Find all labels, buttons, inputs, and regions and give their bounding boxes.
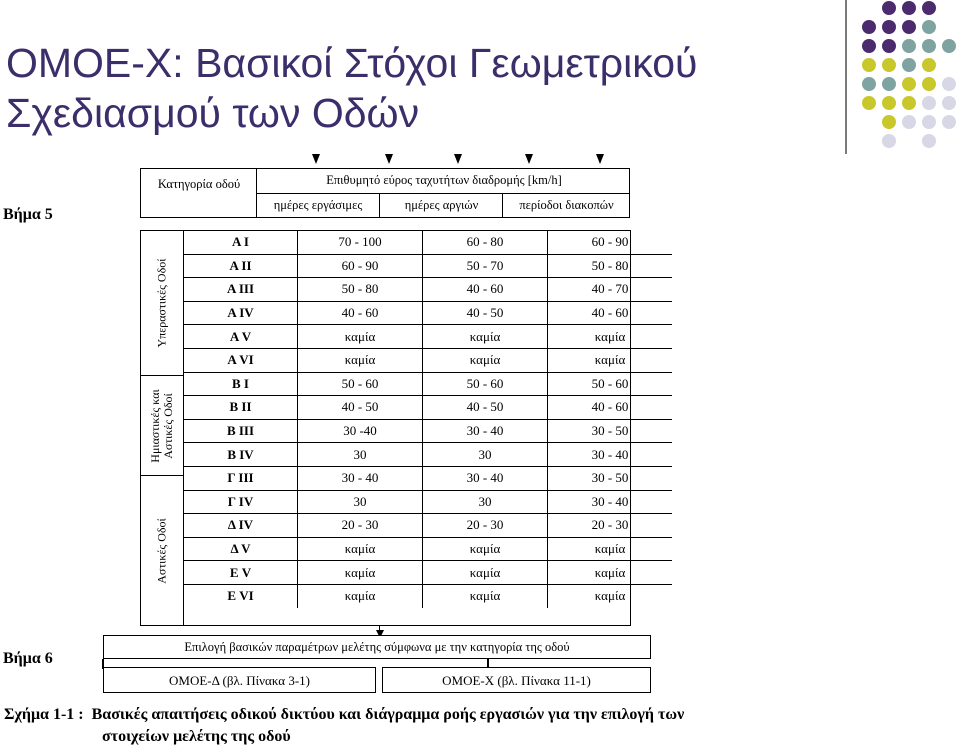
decorative-dot: [882, 1, 896, 15]
header-col-holidays: ημέρες αργιών: [404, 198, 479, 212]
decorative-dot: [902, 58, 916, 72]
decorative-dot: [922, 77, 936, 91]
down-arrow-icon: [385, 154, 393, 164]
figure-caption: [4, 704, 684, 748]
decorative-dot: [882, 20, 896, 34]
slide-title-line-2: Σχεδιασμού των Οδών: [6, 90, 420, 136]
code: Α ΙΙ: [184, 254, 298, 278]
cell-workdays: καμία: [298, 348, 423, 372]
cell-workdays: 30: [298, 490, 423, 514]
decorative-dot: [862, 58, 876, 72]
table-row: [184, 301, 672, 325]
step-6-label: Βήμα 6: [3, 650, 53, 667]
code: Β Ι: [184, 372, 298, 396]
group-label: Ημιαστικές και Αστικές Οδοί: [147, 388, 175, 463]
table-row: [184, 396, 672, 420]
cell-holidays: 40 - 50: [423, 301, 548, 325]
decorative-dot: [862, 20, 876, 34]
cell-vacations: 40 - 60: [548, 396, 673, 420]
caption-line-1: Βασικές απαιτήσεις οδικού δικτύου και διάγραμμα ροής εργασιών για την επιλογή των: [91, 706, 685, 723]
omoe-d-box: [103, 667, 376, 693]
group-urban: [140, 476, 184, 626]
cell-holidays: 60 - 80: [423, 231, 548, 254]
cell-vacations: 50 - 80: [548, 254, 673, 278]
cell-vacations: καμία: [548, 348, 673, 372]
decorative-dot: [862, 96, 876, 110]
cell-workdays: 40 - 60: [298, 301, 423, 325]
header-col-vacations: περίοδοι διακοπών: [519, 198, 614, 212]
decorative-dot: [922, 39, 936, 53]
code: Α V: [184, 325, 298, 349]
cell-holidays: 30 - 40: [423, 466, 548, 490]
group-label: Υπεραστικές Οδοί: [154, 258, 168, 348]
decorative-dot: [922, 134, 936, 148]
decorative-dot: [902, 77, 916, 91]
decorative-dot: [942, 77, 956, 91]
cell-holidays: 20 - 30: [423, 514, 548, 538]
table-row: [184, 537, 672, 561]
header-col-workdays: ημέρες εργάσιμες: [273, 198, 363, 212]
decorative-dot: [942, 96, 956, 110]
cell-vacations: 50 - 60: [548, 372, 673, 396]
code: Δ ΙV: [184, 514, 298, 538]
table-row: [184, 278, 672, 302]
code: Ε V: [184, 561, 298, 585]
cell-workdays: 30: [298, 443, 423, 467]
code: Γ ΙΙΙ: [184, 466, 298, 490]
cell-holidays: 50 - 60: [423, 372, 548, 396]
cell-vacations: 20 - 30: [548, 514, 673, 538]
down-arrow-icon: [525, 154, 533, 164]
cell-vacations: 30 - 40: [548, 490, 673, 514]
table-row: [184, 231, 672, 254]
speed-table: [184, 231, 672, 608]
cell-workdays: 30 -40: [298, 419, 423, 443]
caption-prefix: Σχήμα 1-1 :: [4, 706, 84, 723]
code: Ε VΙ: [227, 588, 254, 604]
cell-workdays: 50 - 60: [298, 372, 423, 396]
cell-workdays: 60 - 90: [298, 254, 423, 278]
omoe-x-box: [382, 667, 651, 693]
cell-vacations: 40 - 60: [548, 301, 673, 325]
cell-workdays: 20 - 30: [298, 514, 423, 538]
decorative-dot: [902, 20, 916, 34]
decorative-dot: [922, 1, 936, 15]
cell-workdays: καμία: [298, 584, 423, 607]
table-row: [184, 443, 672, 467]
group-label: Αστικές Οδοί: [154, 518, 168, 584]
code: Β ΙΙ: [184, 396, 298, 420]
table-row: [184, 325, 672, 349]
decorative-dot: [882, 77, 896, 91]
cell-vacations: 60 - 90: [548, 231, 673, 254]
cell-vacations: 40 - 70: [548, 278, 673, 302]
table-row: [184, 490, 672, 514]
table-row: [184, 561, 672, 585]
cell-workdays: καμία: [298, 537, 423, 561]
decorative-dot: [922, 58, 936, 72]
cell-holidays: 30: [423, 443, 548, 467]
caption-line-2: στοιχείων μελέτης της οδού: [102, 728, 291, 745]
table-row: [184, 584, 672, 607]
cell-holidays: 40 - 60: [423, 278, 548, 302]
decorative-dot: [922, 115, 936, 129]
cell-holidays: καμία: [423, 537, 548, 561]
cell-holidays: καμία: [423, 325, 548, 349]
selection-box: [103, 635, 651, 659]
decorative-dot: [882, 39, 896, 53]
code: Δ V: [184, 537, 298, 561]
cell-vacations: 30 - 50: [548, 466, 673, 490]
cell-holidays: καμία: [423, 561, 548, 585]
cell-vacations: καμία: [548, 325, 673, 349]
code: Α Ι: [184, 231, 298, 254]
decorative-dot: [902, 115, 916, 129]
code: Β ΙΙΙ: [184, 419, 298, 443]
cell-holidays: 40 - 50: [423, 396, 548, 420]
slide-title: [6, 38, 697, 138]
decorative-dot: [862, 39, 876, 53]
cell-workdays: 40 - 50: [298, 396, 423, 420]
decorative-dot: [922, 96, 936, 110]
decorative-dot: [882, 134, 896, 148]
decorative-dot: [902, 96, 916, 110]
decorative-dot: [902, 39, 916, 53]
down-arrow-icon: [454, 154, 462, 164]
decorative-dot: [882, 58, 896, 72]
code: Β ΙV: [184, 443, 298, 467]
decorative-divider: [845, 0, 847, 154]
table-row: [184, 348, 672, 372]
cell-vacations: καμία: [548, 537, 673, 561]
decorative-dot: [902, 1, 916, 15]
cell-holidays: 30 - 40: [423, 419, 548, 443]
table-row: [184, 419, 672, 443]
omoe-d-label: ΟΜΟΕ-Δ (βλ. Πίνακα 3-1): [169, 673, 310, 688]
cell-workdays: 70 - 100: [298, 231, 423, 254]
cell-holidays: καμία: [423, 584, 548, 607]
table-row: [184, 514, 672, 538]
omoe-x-label: ΟΜΟΕ-Χ (βλ. Πίνακα 11-1): [442, 673, 591, 688]
step-5-label: Βήμα 5: [3, 206, 53, 223]
table-row: [184, 466, 672, 490]
decorative-dot: [882, 96, 896, 110]
decorative-dot: [862, 77, 876, 91]
cell-vacations: καμία: [548, 561, 673, 585]
down-arrow-icon: [312, 154, 320, 164]
decorative-dot: [882, 115, 896, 129]
cell-vacations: 30 - 50: [548, 419, 673, 443]
cell-workdays: 30 - 40: [298, 466, 423, 490]
table-header: [140, 168, 630, 218]
code: Α VΙ: [184, 348, 298, 372]
decorative-dot: [942, 39, 956, 53]
group-suburban: [140, 376, 184, 476]
header-speed-range: Επιθυμητό εύρος ταχυτήτων διαδρομής [km/h]: [326, 173, 562, 187]
cell-workdays: καμία: [298, 561, 423, 585]
header-divider: [256, 193, 629, 194]
header-category: Κατηγορία οδού: [157, 177, 241, 191]
cell-holidays: καμία: [423, 348, 548, 372]
code: Γ ΙV: [184, 490, 298, 514]
cell-vacations: 30 - 40: [548, 443, 673, 467]
decorative-dot: [942, 115, 956, 129]
slide-title-line-1: ΟΜΟΕ-Χ: Βασικοί Στόχοι Γεωμετρικού: [6, 40, 698, 86]
cell-holidays: 30: [423, 490, 548, 514]
table-row: [184, 254, 672, 278]
code: Α ΙΙΙ: [184, 278, 298, 302]
cell-vacations: καμία: [548, 584, 673, 607]
group-interurban: [140, 231, 184, 376]
cell-holidays: 50 - 70: [423, 254, 548, 278]
code: Α ΙV: [184, 301, 298, 325]
cell-workdays: καμία: [298, 325, 423, 349]
cell-workdays: 50 - 80: [298, 278, 423, 302]
down-arrow-icon: [596, 154, 604, 164]
selection-text: Επιλογή βασικών παραμέτρων μελέτης σύμφωνα με την κατηγορία της οδού: [184, 640, 570, 654]
decorative-dot: [922, 20, 936, 34]
table-row: [184, 372, 672, 396]
